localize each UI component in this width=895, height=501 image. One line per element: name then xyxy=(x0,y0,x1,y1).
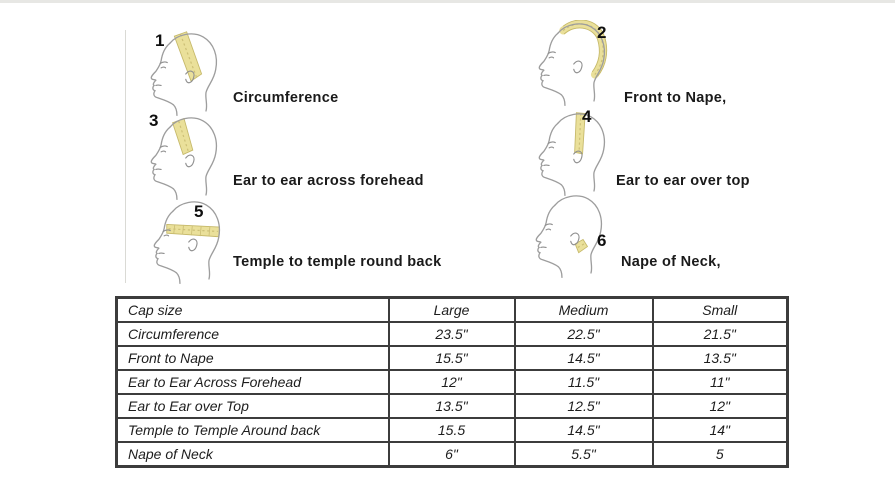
cap-size-table xyxy=(115,296,789,468)
measurement-value-cell: 15.5 xyxy=(389,418,515,442)
column-header-cap-size: Cap size xyxy=(117,298,389,323)
measurement-name-cell: Circumference xyxy=(117,322,389,346)
head-diagram-temple-round-back xyxy=(143,198,231,286)
table-row xyxy=(117,418,788,442)
column-header-large: Large xyxy=(389,298,515,323)
table-row xyxy=(117,370,788,394)
measurement-value-cell: 12.5" xyxy=(515,394,653,418)
measurement-label-ear-to-ear-forehead: Ear to ear across forehead xyxy=(233,173,424,189)
measurement-value-cell: 13.5" xyxy=(389,394,515,418)
head-profile-ear-to-ear-top-icon xyxy=(528,107,616,198)
table-header-row xyxy=(117,298,788,323)
table-row xyxy=(117,322,788,346)
column-header-medium: Medium xyxy=(515,298,653,323)
measurement-value-cell: 14.5" xyxy=(515,418,653,442)
measurement-value-cell: 13.5" xyxy=(653,346,788,370)
measurement-name-cell: Ear to Ear over Top xyxy=(117,394,389,418)
head-diagram-circumference xyxy=(140,30,228,118)
measurement-number-4: 4 xyxy=(582,107,592,126)
table-row xyxy=(117,394,788,418)
measurement-name-cell: Front to Nape xyxy=(117,346,389,370)
measurement-label-nape-of-neck: Nape of Neck, xyxy=(621,254,721,270)
measurement-value-cell: 22.5" xyxy=(515,322,653,346)
measurement-value-cell: 15.5" xyxy=(389,346,515,370)
measurement-value-cell: 12" xyxy=(653,394,788,418)
measurement-value-cell: 5 xyxy=(653,442,788,467)
measurement-value-cell: 11.5" xyxy=(515,370,653,394)
measurement-number-1: 1 xyxy=(155,31,165,50)
measurement-value-cell: 14" xyxy=(653,418,788,442)
measurement-name-cell: Nape of Neck xyxy=(117,442,389,467)
measurement-value-cell: 23.5" xyxy=(389,322,515,346)
measurement-number-5: 5 xyxy=(194,202,204,221)
measurement-value-cell: 6" xyxy=(389,442,515,467)
top-edge-strip xyxy=(0,0,895,3)
head-diagram-ear-to-ear-top xyxy=(528,107,616,198)
column-header-small: Small xyxy=(653,298,788,323)
measurement-value-cell: 21.5" xyxy=(653,322,788,346)
measurement-number-2: 2 xyxy=(597,23,607,42)
measurement-number-3: 3 xyxy=(149,111,159,130)
measurement-name-cell: Ear to Ear Across Forehead xyxy=(117,370,389,394)
measurement-value-cell: 12" xyxy=(389,370,515,394)
measurement-value-cell: 14.5" xyxy=(515,346,653,370)
measurement-label-ear-to-ear-top: Ear to ear over top xyxy=(616,173,750,189)
measurement-label-front-to-nape: Front to Nape, xyxy=(624,90,727,106)
head-profile-temple-round-back-icon xyxy=(143,198,231,286)
measurement-label-circumference: Circumference xyxy=(233,90,339,106)
scan-artifact-line xyxy=(125,30,126,283)
cap-size-table-body xyxy=(117,322,788,467)
head-profile-circumference-icon xyxy=(140,30,228,118)
measurement-value-cell: 11" xyxy=(653,370,788,394)
measurement-number-6: 6 xyxy=(597,231,607,250)
measurement-label-temple-round-back: Temple to temple round back xyxy=(233,254,442,270)
measurement-name-cell: Temple to Temple Around back xyxy=(117,418,389,442)
table-row xyxy=(117,442,788,467)
measurement-value-cell: 5.5" xyxy=(515,442,653,467)
table-row xyxy=(117,346,788,370)
